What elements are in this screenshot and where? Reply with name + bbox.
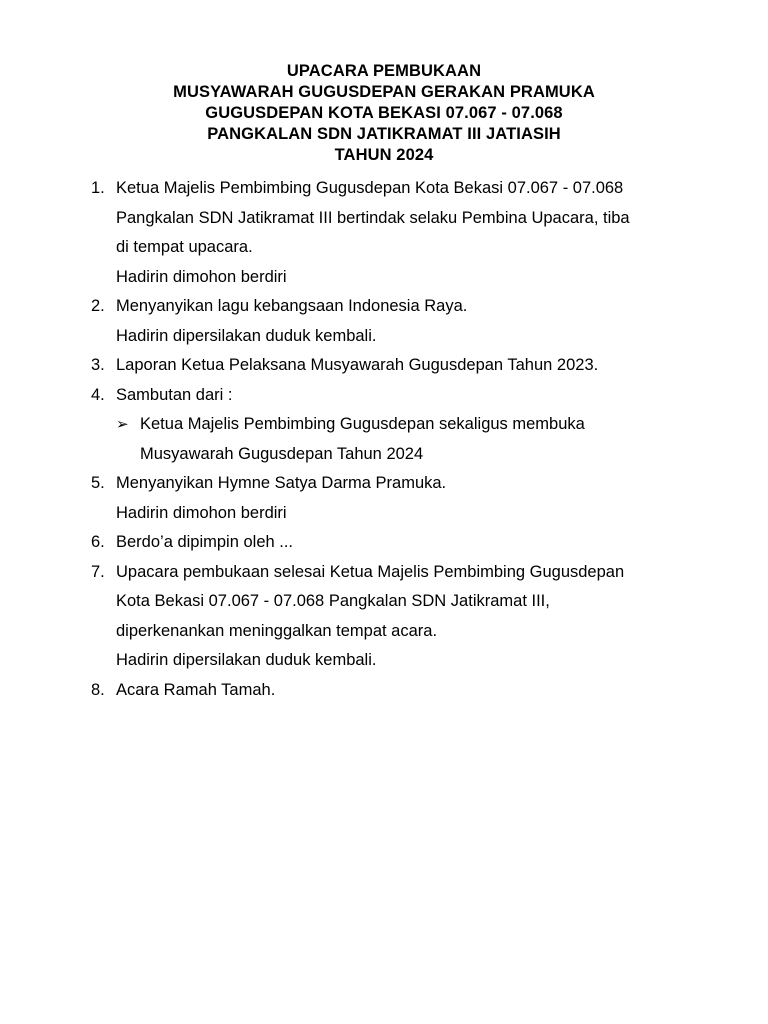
item-text: Menyanyikan lagu kebangsaan Indonesia Raya. bbox=[116, 297, 468, 315]
item-number: 3. bbox=[91, 356, 105, 374]
item-text: di tempat upacara. bbox=[116, 238, 253, 256]
document-title bbox=[0, 61, 768, 166]
agenda-item-5-instruction bbox=[0, 499, 768, 529]
item-text: Ketua Majelis Pembimbing Gugusdepan Kota Bekasi 07.067 - 07.068 bbox=[116, 179, 624, 197]
arrow-bullet-icon: ➢ bbox=[116, 416, 129, 433]
agenda-item-1-continued bbox=[0, 233, 768, 263]
item-text: Upacara pembukaan selesai Ketua Majelis Pembimbing Gugusdepan bbox=[116, 562, 625, 581]
title-line: PANGKALAN SDN JATIKRAMAT III JATIASIH bbox=[207, 125, 561, 143]
item-number: 4. bbox=[91, 385, 105, 404]
agenda-item-4-subitem bbox=[0, 410, 768, 440]
title-line: UPACARA PEMBUKAAN bbox=[286, 62, 482, 80]
item-number: 7. bbox=[91, 562, 105, 581]
item-text: Berdo’a dipimpin oleh ... bbox=[116, 533, 294, 551]
agenda-item-2 bbox=[0, 292, 768, 322]
agenda-item-4-subitem-continued bbox=[0, 440, 768, 470]
item-number: 1. bbox=[91, 179, 105, 197]
agenda-item-1 bbox=[0, 174, 768, 204]
agenda-item-8 bbox=[0, 676, 768, 706]
item-instruction: Hadirin dipersilakan duduk kembali. bbox=[116, 326, 377, 345]
subitem-text: Ketua Majelis Pembimbing Gugusdepan sekaligus membuka bbox=[140, 415, 585, 433]
agenda-item-7-instruction bbox=[0, 646, 768, 676]
agenda-item-3 bbox=[0, 351, 768, 381]
item-instruction: Hadirin dipersilakan duduk kembali. bbox=[116, 651, 377, 669]
title-line: TAHUN 2024 bbox=[334, 146, 434, 164]
agenda-item-1-instruction bbox=[0, 263, 768, 293]
agenda-item-7-continued bbox=[0, 587, 768, 617]
item-instruction: Hadirin dimohon berdiri bbox=[116, 267, 287, 286]
agenda-item-1-continued bbox=[0, 204, 768, 234]
agenda-item-6 bbox=[0, 528, 768, 558]
agenda-item-5 bbox=[0, 469, 768, 499]
item-instruction: Hadirin dimohon berdiri bbox=[116, 503, 287, 522]
title-line: MUSYAWARAH GUGUSDEPAN GERAKAN PRAMUKA bbox=[173, 83, 595, 101]
agenda-item-7 bbox=[0, 558, 768, 588]
item-text: Laporan Ketua Pelaksana Musyawarah Gugusdepan Tahun 2023. bbox=[116, 356, 599, 374]
item-text: diperkenankan meninggalkan tempat acara. bbox=[116, 621, 438, 640]
item-text: Kota Bekasi 07.067 - 07.068 Pangkalan SDN Jatikramat III, bbox=[116, 592, 550, 610]
item-number: 6. bbox=[91, 533, 105, 551]
item-number: 8. bbox=[91, 680, 105, 699]
item-number: 2. bbox=[91, 297, 105, 315]
subitem-text: Musyawarah Gugusdepan Tahun 2024 bbox=[140, 444, 424, 463]
agenda-item-7-continued bbox=[0, 617, 768, 647]
title-line: GUGUSDEPAN KOTA BEKASI 07.067 - 07.068 bbox=[205, 104, 563, 122]
item-text: Sambutan dari : bbox=[116, 385, 233, 404]
agenda-item-2-instruction bbox=[0, 322, 768, 352]
item-text: Acara Ramah Tamah. bbox=[116, 680, 276, 699]
item-number: 5. bbox=[91, 474, 105, 492]
agenda-list bbox=[0, 174, 768, 705]
item-text: Pangkalan SDN Jatikramat III bertindak selaku Pembina Upacara, tiba bbox=[116, 208, 630, 227]
agenda-item-4 bbox=[0, 381, 768, 411]
item-text: Menyanyikan Hymne Satya Darma Pramuka. bbox=[116, 474, 447, 492]
